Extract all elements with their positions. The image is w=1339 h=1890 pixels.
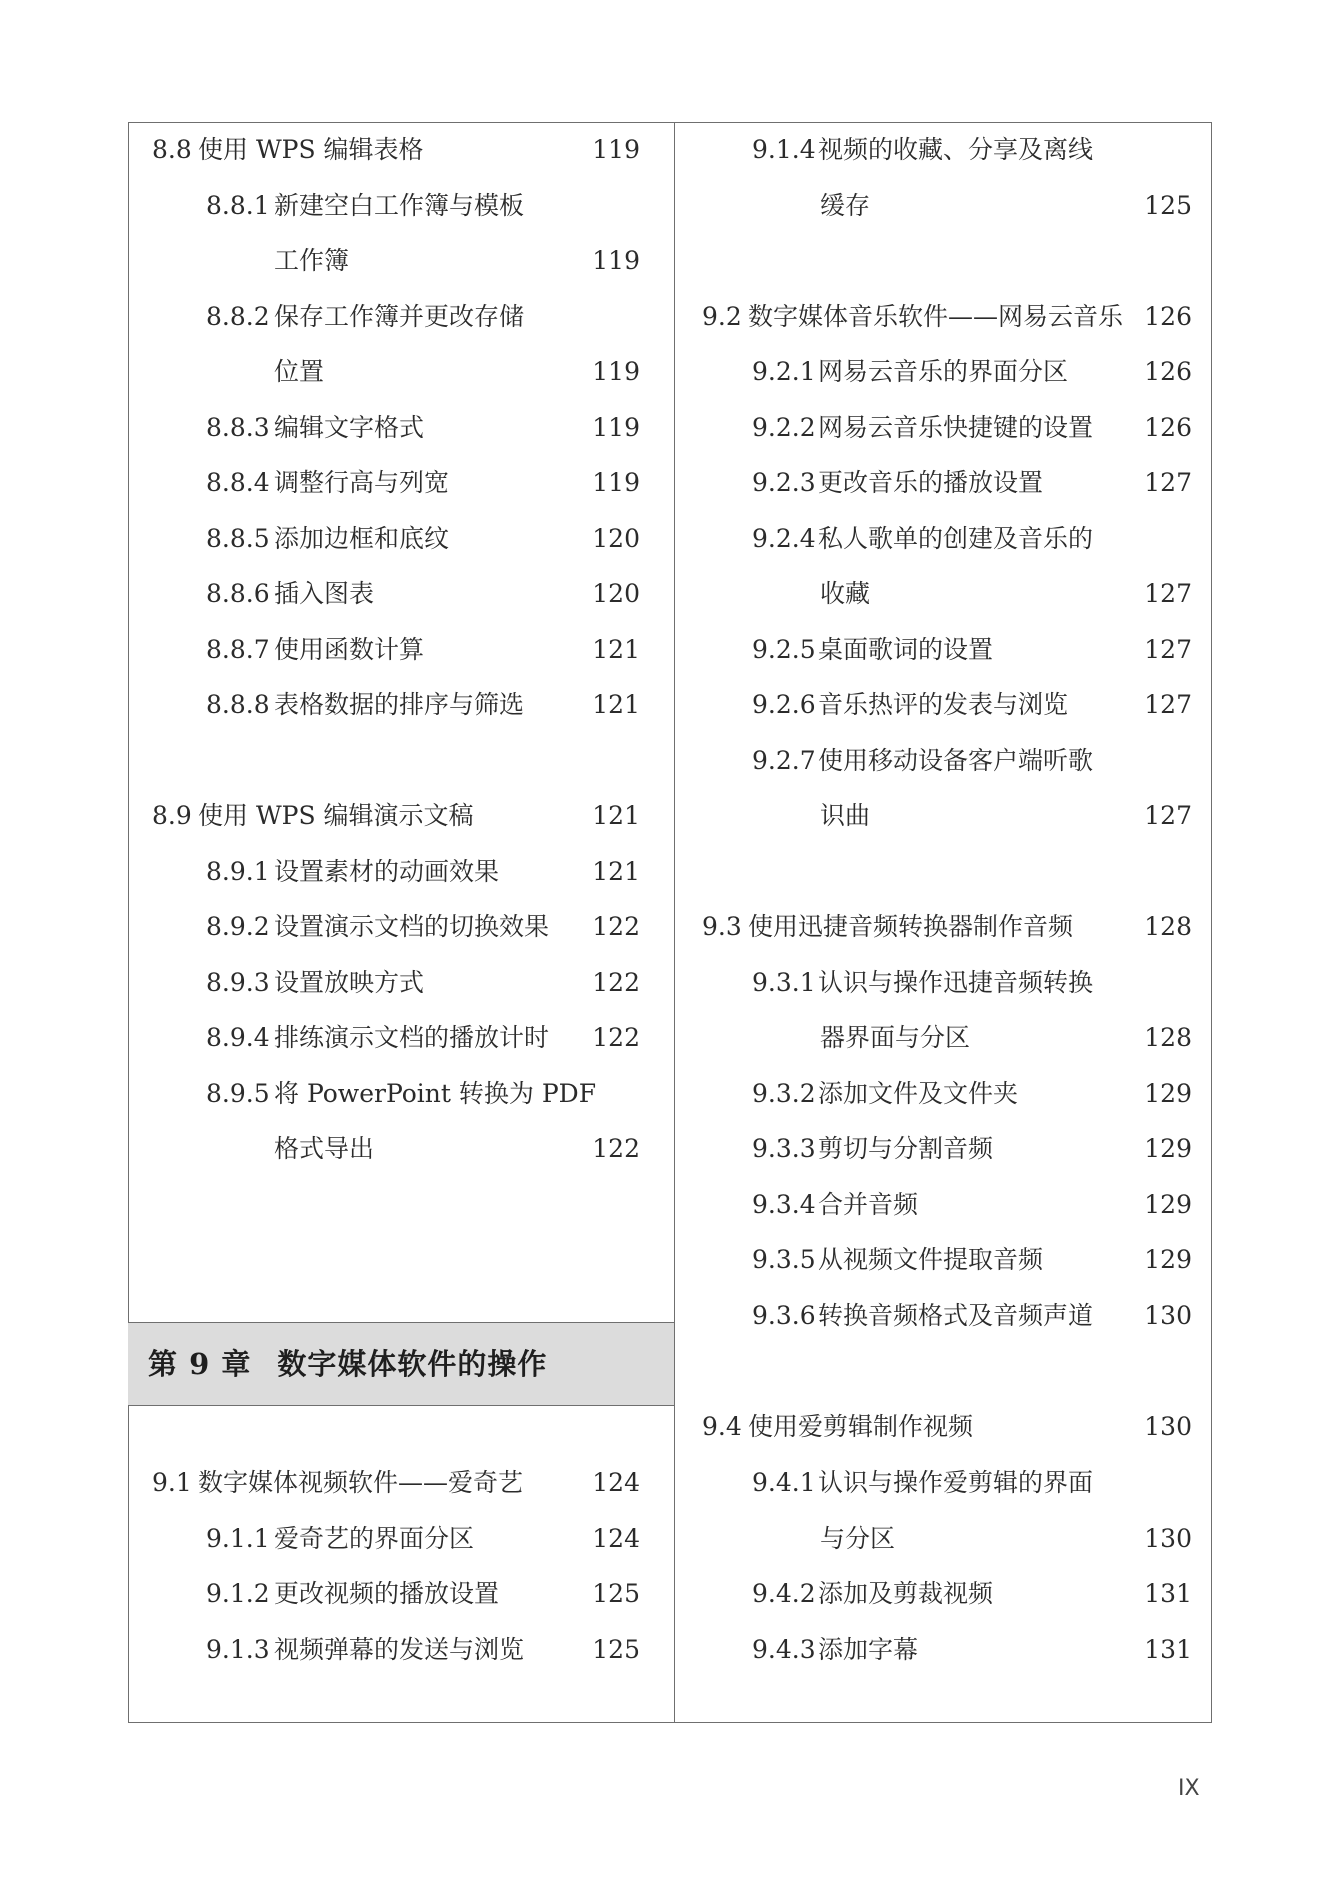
toc-entry-number: 9.3.6 <box>752 1301 816 1330</box>
toc-entry-title: 音乐热评的发表与浏览 <box>818 690 1069 719</box>
toc-entry-number: 9.3.2 <box>752 1079 816 1108</box>
toc-entry <box>206 1566 499 1621</box>
toc-entry-number: 8.8 <box>152 135 192 164</box>
toc-entry-title: 插入图表 <box>274 579 375 608</box>
toc-entry <box>206 289 524 344</box>
toc-entry <box>206 1622 524 1677</box>
toc-entry-title: 数字媒体音乐软件——网易云音乐 <box>748 302 1124 331</box>
toc-entry-page: 127 <box>1144 468 1192 497</box>
toc-entry <box>206 844 499 899</box>
toc-entry-title: 缓存 <box>820 191 871 220</box>
toc-entry-number: 9.4.2 <box>752 1579 816 1608</box>
toc-entry-page: 129 <box>1144 1079 1192 1108</box>
toc-entry <box>206 677 524 732</box>
toc-entry-title: 剪切与分割音频 <box>818 1134 994 1163</box>
toc-entry-number: 9.2.7 <box>752 746 816 775</box>
toc-entry <box>206 955 424 1010</box>
toc-entry <box>206 1010 549 1065</box>
toc-entry-page: 130 <box>1144 1524 1192 1553</box>
toc-entry <box>820 1511 895 1566</box>
toc-entry-page: 121 <box>592 801 640 830</box>
toc-entry-title: 数字媒体视频软件——爱奇艺 <box>198 1468 524 1497</box>
toc-entry-number: 8.9.4 <box>206 1023 270 1052</box>
toc-entry-title: 与分区 <box>820 1524 896 1553</box>
toc-entry-page: 131 <box>1144 1635 1192 1664</box>
toc-entry-number: 9.3.5 <box>752 1245 816 1274</box>
toc-entry-title: 更改音乐的播放设置 <box>818 468 1044 497</box>
toc-entry-title: 网易云音乐快捷键的设置 <box>818 413 1094 442</box>
toc-entry-number: 9.4.1 <box>752 1468 816 1497</box>
toc-entry-title: 设置素材的动画效果 <box>274 857 500 886</box>
toc-entry <box>752 733 1093 788</box>
toc-entry <box>274 233 349 288</box>
toc-entry <box>752 344 1068 399</box>
toc-entry-title: 排练演示文档的播放计时 <box>274 1023 550 1052</box>
toc-entry-title: 表格数据的排序与筛选 <box>274 690 525 719</box>
toc-entry-title: 使用函数计算 <box>274 635 425 664</box>
toc-entry <box>152 788 474 843</box>
toc-entry-title: 使用移动设备客户端听歌 <box>818 746 1094 775</box>
toc-entry-title: 合并音频 <box>818 1190 919 1219</box>
toc-entry <box>206 511 449 566</box>
toc-entry-page: 129 <box>1144 1190 1192 1219</box>
toc-entry <box>820 1010 970 1065</box>
toc-entry-page: 122 <box>592 1023 640 1052</box>
toc-entry-number: 9.3 <box>702 912 742 941</box>
toc-entry <box>206 1066 596 1121</box>
toc-entry <box>152 1455 523 1510</box>
toc-entry <box>274 1121 374 1176</box>
toc-entry-number: 8.8.6 <box>206 579 270 608</box>
toc-entry-title: 位置 <box>274 357 325 386</box>
toc-entry-number: 8.8.7 <box>206 635 270 664</box>
toc-entry-page: 130 <box>1144 1412 1192 1441</box>
toc-entry-title: 桌面歌词的设置 <box>818 635 994 664</box>
toc-entry <box>274 344 324 399</box>
toc-entry <box>702 899 1073 954</box>
toc-entry <box>820 566 870 621</box>
toc-entry-title: 设置放映方式 <box>274 968 425 997</box>
toc-entry <box>752 1622 918 1677</box>
toc-entry <box>752 455 1043 510</box>
toc-entry <box>752 1121 993 1176</box>
toc-entry-title: 格式导出 <box>274 1134 375 1163</box>
toc-entry-title: 新建空白工作簿与模板 <box>274 191 525 220</box>
toc-entry-page: 129 <box>1144 1245 1192 1274</box>
toc-entry-number: 8.8.4 <box>206 468 270 497</box>
toc-entry-title: 添加边框和底纹 <box>274 524 450 553</box>
toc-entry-page: 121 <box>592 690 640 719</box>
toc-entry-page: 129 <box>1144 1134 1192 1163</box>
toc-entry-number: 9.1 <box>152 1468 192 1497</box>
toc-entry <box>752 122 1093 177</box>
toc-entry-number: 8.8.5 <box>206 524 270 553</box>
toc-entry <box>752 1288 1093 1343</box>
toc-entry <box>752 1177 918 1232</box>
toc-entry <box>752 400 1093 455</box>
toc-entry-page: 119 <box>592 246 640 275</box>
toc-entry-number: 9.1.3 <box>206 1635 270 1664</box>
toc-entry-page: 127 <box>1144 579 1192 608</box>
toc-entry-number: 9.2.2 <box>752 413 816 442</box>
toc-entry-number: 9.1.2 <box>206 1579 270 1608</box>
toc-entry <box>206 178 524 233</box>
toc-entry-title: 私人歌单的创建及音乐的 <box>818 524 1094 553</box>
toc-entry-title: 使用爱剪辑制作视频 <box>748 1412 974 1441</box>
toc-entry <box>752 1066 1018 1121</box>
toc-entry-page: 121 <box>592 857 640 886</box>
toc-entry-number: 9.2.1 <box>752 357 816 386</box>
toc-entry-page: 126 <box>1144 413 1192 442</box>
toc-entry-page: 119 <box>592 357 640 386</box>
toc-entry <box>206 400 424 455</box>
toc-entry-title: 编辑文字格式 <box>274 413 425 442</box>
toc-entry-number: 9.2 <box>702 302 742 331</box>
chapter-title: 数字媒体软件的操作 <box>277 1347 548 1381</box>
toc-entry-page: 125 <box>592 1579 640 1608</box>
toc-entry-number: 9.3.3 <box>752 1134 816 1163</box>
toc-entry-title: 从视频文件提取音频 <box>818 1245 1044 1274</box>
toc-entry-page: 120 <box>592 579 640 608</box>
toc-entry <box>752 1232 1043 1287</box>
toc-entry-page: 120 <box>592 524 640 553</box>
toc-entry-title: 设置演示文档的切换效果 <box>274 912 550 941</box>
toc-entry-page: 128 <box>1144 1023 1192 1052</box>
toc-entry-title: 保存工作簿并更改存储 <box>274 302 525 331</box>
toc-entry-page: 126 <box>1144 357 1192 386</box>
toc-entry-page: 126 <box>1144 302 1192 331</box>
toc-entry-page: 127 <box>1144 635 1192 664</box>
toc-entry-title: 认识与操作迅捷音频转换 <box>818 968 1094 997</box>
toc-entry-number: 9.1.4 <box>752 135 816 164</box>
toc-entry-page: 119 <box>592 413 640 442</box>
toc-entry-title: 添加及剪裁视频 <box>818 1579 994 1608</box>
toc-entry <box>752 1566 993 1621</box>
toc-entry-title: 视频弹幕的发送与浏览 <box>274 1635 525 1664</box>
toc-entry-title: 转换音频格式及音频声道 <box>818 1301 1094 1330</box>
toc-entry-number: 8.9 <box>152 801 192 830</box>
toc-entry-number: 9.2.3 <box>752 468 816 497</box>
toc-entry <box>206 622 424 677</box>
toc-entry-number: 8.8.1 <box>206 191 270 220</box>
toc-entry-page: 122 <box>592 968 640 997</box>
toc-entry-title: 将 PowerPoint 转换为 PDF <box>274 1079 597 1108</box>
toc-entry-title: 使用 WPS 编辑演示文稿 <box>198 801 474 830</box>
chapter-label: 第 9 章 <box>148 1347 252 1381</box>
toc-entry <box>206 566 374 621</box>
toc-entry <box>206 455 449 510</box>
toc-entry-page: 119 <box>592 135 640 164</box>
toc-entry <box>752 511 1093 566</box>
toc-entry-number: 8.9.2 <box>206 912 270 941</box>
toc-entry-page: 122 <box>592 912 640 941</box>
page-number: IX <box>1178 1776 1200 1801</box>
toc-entry-title: 添加字幕 <box>818 1635 919 1664</box>
toc-entry-page: 127 <box>1144 801 1192 830</box>
toc-entry-title: 认识与操作爱剪辑的界面 <box>818 1468 1094 1497</box>
toc-entry-number: 8.9.1 <box>206 857 270 886</box>
toc-entry-number: 9.2.6 <box>752 690 816 719</box>
column-divider <box>674 122 675 1723</box>
toc-entry-number: 8.8.2 <box>206 302 270 331</box>
toc-entry <box>752 955 1093 1010</box>
toc-entry-title: 使用 WPS 编辑表格 <box>198 135 424 164</box>
toc-entry-page: 124 <box>592 1524 640 1553</box>
toc-entry-number: 9.1.1 <box>206 1524 270 1553</box>
toc-entry-page: 131 <box>1144 1579 1192 1608</box>
toc-entry <box>152 122 424 177</box>
toc-entry-title: 识曲 <box>820 801 871 830</box>
toc-entry-title: 爱奇艺的界面分区 <box>274 1524 475 1553</box>
toc-entry-title: 器界面与分区 <box>820 1023 971 1052</box>
toc-entry <box>206 899 549 954</box>
toc-entry-title: 添加文件及文件夹 <box>818 1079 1019 1108</box>
toc-entry-title: 使用迅捷音频转换器制作音频 <box>748 912 1074 941</box>
toc-entry-page: 125 <box>592 1635 640 1664</box>
toc-entry-title: 工作簿 <box>274 246 350 275</box>
chapter-heading <box>148 1342 547 1386</box>
toc-entry-page: 119 <box>592 468 640 497</box>
toc-entry-page: 124 <box>592 1468 640 1497</box>
toc-entry <box>702 1399 973 1454</box>
toc-entry-number: 8.9.3 <box>206 968 270 997</box>
toc-entry <box>752 622 993 677</box>
toc-entry-page: 125 <box>1144 191 1192 220</box>
toc-entry <box>820 178 870 233</box>
toc-entry-page: 130 <box>1144 1301 1192 1330</box>
toc-entry-number: 9.3.1 <box>752 968 816 997</box>
toc-entry-page: 128 <box>1144 912 1192 941</box>
toc-entry <box>702 289 1123 344</box>
toc-entry-number: 8.8.3 <box>206 413 270 442</box>
toc-entry-number: 8.9.5 <box>206 1079 270 1108</box>
toc-entry <box>820 788 870 843</box>
toc-entry-title: 视频的收藏、分享及离线 <box>818 135 1094 164</box>
toc-entry-title: 调整行高与列宽 <box>274 468 450 497</box>
toc-entry-number: 9.3.4 <box>752 1190 816 1219</box>
toc-entry-number: 9.2.5 <box>752 635 816 664</box>
toc-entry-page: 122 <box>592 1134 640 1163</box>
toc-entry <box>206 1511 474 1566</box>
toc-entry-page: 121 <box>592 635 640 664</box>
toc-entry-number: 9.2.4 <box>752 524 816 553</box>
toc-entry-page: 127 <box>1144 690 1192 719</box>
toc-entry <box>752 677 1068 732</box>
toc-entry-number: 9.4.3 <box>752 1635 816 1664</box>
toc-entry-title: 收藏 <box>820 579 871 608</box>
toc-entry-number: 9.4 <box>702 1412 742 1441</box>
toc-entry-number: 8.8.8 <box>206 690 270 719</box>
toc-entry-title: 网易云音乐的界面分区 <box>818 357 1069 386</box>
toc-entry <box>752 1455 1093 1510</box>
toc-entry-title: 更改视频的播放设置 <box>274 1579 500 1608</box>
